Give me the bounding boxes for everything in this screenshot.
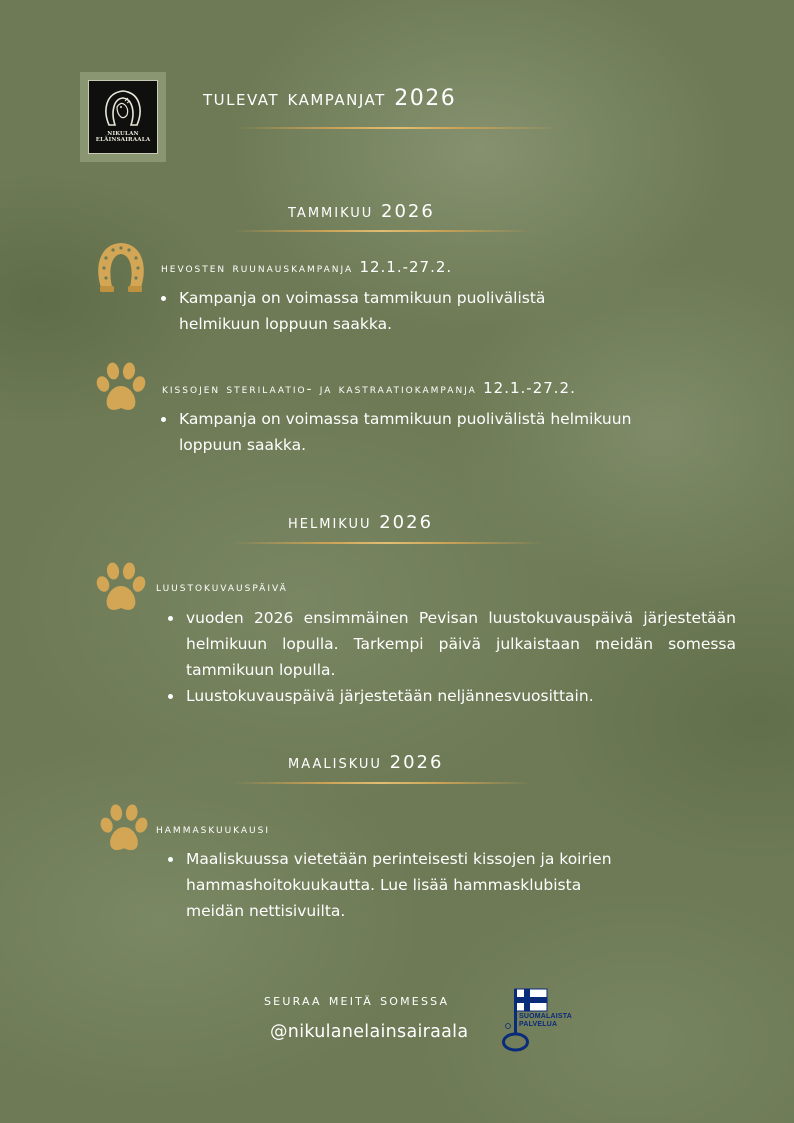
campaign-title: hevosten ruunauskampanja: [161, 260, 354, 276]
month-divider-maaliskuu: [232, 782, 532, 784]
list-item: Kampanja on voimassa tammikuun puolivälistä helmikuun loppuun saakka.: [155, 406, 635, 458]
campaign-bullets-luustokuvaus: [162, 605, 736, 709]
campaign-dates: 12.1.-27.2.: [359, 258, 453, 276]
list-item: Maaliskuussa vietetään perinteisesti kissojen ja koirien hammashoitokuukautta. Lue lisää hammasklubista meidän nettisivuilta.: [162, 846, 642, 924]
badge-line1: SUOMALAISTA: [519, 1013, 573, 1020]
paw-icon: [93, 560, 149, 616]
logo: [80, 72, 166, 162]
campaign-bullets-ruunaus: [155, 285, 565, 337]
month-divider-tammikuu: [232, 230, 532, 232]
campaign-bullets-hammaskuukausi: [162, 846, 642, 924]
logo-emblem: [88, 80, 158, 154]
list-item: Luustokuvauspäivä järjestetään neljännesvuosittain.: [162, 683, 736, 709]
title-divider: [236, 127, 560, 129]
logo-line2: ELÄINSAIRAALA: [95, 137, 151, 143]
month-heading-maaliskuu: maaliskuu 2026: [288, 752, 444, 773]
campaign-bullets-sterilaatio: [155, 406, 635, 458]
badge-text: [519, 1013, 572, 1029]
suomalaista-palvelua-badge: [500, 986, 573, 1054]
month-heading-helmikuu: helmikuu 2026: [288, 512, 434, 533]
campaign-heading-sterilaatio: [162, 379, 576, 397]
badge-line2: PALVELUA: [519, 1021, 558, 1028]
month-divider-helmikuu: [230, 542, 544, 544]
page-title: tulevat kampanjat 2026: [203, 86, 457, 111]
campaign-heading-hammaskuukausi: hammaskuukausi: [156, 821, 271, 837]
logo-line1: NIKULAN: [107, 131, 139, 137]
paw-icon: [97, 802, 151, 856]
campaign-title: kissojen sterilaatio- ja kastraatiokampanja: [162, 381, 477, 397]
month-heading-tammikuu: tammikuu 2026: [288, 201, 435, 222]
horseshoe-icon: [96, 240, 146, 294]
paw-icon: [93, 360, 149, 416]
social-handle[interactable]: @nikulanelainsairaala: [270, 1022, 469, 1042]
horseshoe-logo-icon: [101, 85, 145, 129]
campaign-heading-luustokuvaus: luustokuvauspäivä: [156, 579, 288, 595]
list-item: vuoden 2026 ensimmäinen Pevisan luustokuvauspäivä järjestetään helmikuun lopulla. Tarkempi päivä julkaistaan meidän somessa tammikuun lopulla.: [162, 605, 736, 683]
list-item: Kampanja on voimassa tammikuun puolivälistä helmikuun loppuun saakka.: [155, 285, 565, 337]
logo-text: [96, 131, 151, 143]
campaign-dates: 12.1.-27.2.: [483, 379, 576, 397]
follow-us-text: seuraa meitä somessa: [264, 991, 450, 1009]
campaign-heading-ruunaus: [161, 258, 452, 276]
